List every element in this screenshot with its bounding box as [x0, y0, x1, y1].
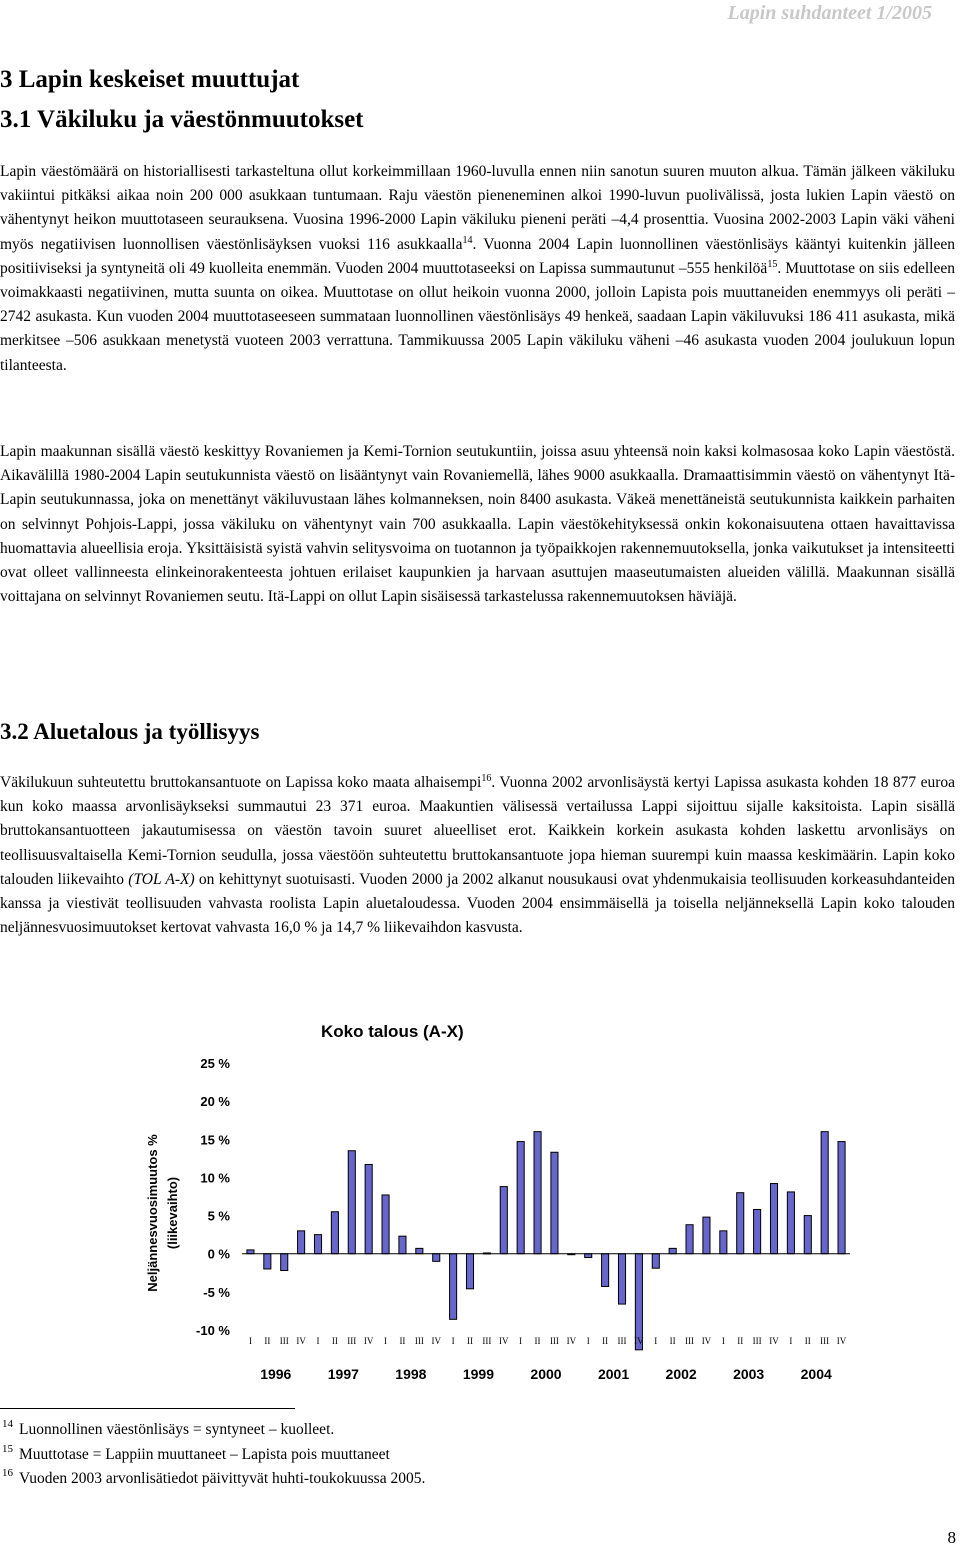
running-header: Lapin suhdanteet 1/2005: [727, 2, 932, 24]
year-label: 1996: [260, 1366, 292, 1382]
y-tick-label: 25 %: [200, 1056, 230, 1071]
chart-bar: [618, 1254, 625, 1304]
quarter-label: II: [804, 1336, 811, 1346]
footnotes: [2, 1418, 425, 1492]
quarter-label: III: [482, 1336, 492, 1346]
paragraph-population: Lapin väestömäärä on historiallisesti tarkasteltuna ollut korkeimmillaan 1960-luvulla ennen niin sanotun suuren muuton alkua. Tämän jälkeen väkiluku vakiintui pitkäksi aikaa noin 200 000 asukkaan tuntumaan. Raju väestön pieneneminen alkoi 1990-luvun puolivälissä, josta lukien Lapin väestö on vähentynyt heikon muuttotaseen seurauksena. Vuosina 1996-2000 Lapin väkiluku pieneni peräti –4,4 prosenttia. Vuosina 2002-2003 Lapin väki väheni myös negatiivisen luonnollisen väestönlisäyksen vuoksi 116 asukkaalla$^{14}$. Vuonna 2004 Lapin luonnollinen väestönlisäys kääntyi kuitenkin jälleen positiiviseksi ja syntyneitä oli 49 kuolleita enemmän. Vuoden 2004 muuttotaseeksi on Lapissa summautunut –555 henkilöä$^{15}$. Muuttotase on siis edelleen voimakkaasti negatiivinen, mutta suunta on oikea. Muuttotase on ollut heikoin vuonna 2000, jolloin Lapista pois muuttaneiden enemmyys oli peräti –2742 asukasta. Kun vuoden 2004 muuttotaseeseen summataan luonnollinen väestönlisäys 49 henkeä, saadaan Lapin väkiluvuksi 186 411 asukasta, mikä merkitsee –506 asukkaan menetystä vuoteen 2003 verrattuna. Tammikuussa 2005 Lapin väkiluku väheni –46 asukasta vuoden 2004 joulukuun lopun tilanteesta.: [0, 163, 955, 374]
chart-svg: [112, 1003, 860, 1395]
quarter-label: II: [669, 1336, 676, 1346]
chart-bar: [348, 1151, 355, 1254]
quarter-label: IV: [836, 1336, 847, 1346]
chart-bar: [365, 1164, 372, 1253]
quarter-label: IV: [701, 1336, 712, 1346]
quarter-label: III: [617, 1336, 627, 1346]
year-label: 2002: [665, 1366, 697, 1382]
chart-bar: [551, 1152, 558, 1253]
y-tick-label: 15 %: [200, 1132, 230, 1148]
chart-bar: [534, 1132, 541, 1254]
chart-bar: [416, 1248, 423, 1253]
chart-bar: [821, 1132, 828, 1254]
chart-bar: [703, 1217, 710, 1254]
y-tick-label: 0 %: [207, 1246, 230, 1262]
quarter-label: II: [331, 1336, 338, 1346]
quarter-label: III: [685, 1336, 695, 1346]
y-tick-label: 10 %: [200, 1170, 230, 1186]
year-label: 2000: [530, 1366, 562, 1382]
quarter-label: III: [414, 1336, 424, 1346]
quarter-label: II: [264, 1336, 271, 1346]
chart-bar: [331, 1212, 338, 1254]
quarter-label: I: [316, 1336, 320, 1346]
chart-bar: [247, 1250, 254, 1254]
quarter-label: III: [279, 1336, 289, 1346]
chart-bar: [838, 1142, 845, 1254]
chart-bar: [382, 1195, 389, 1254]
quarter-label: II: [399, 1336, 406, 1346]
chart-bar: [585, 1254, 592, 1258]
chart-bar: [602, 1254, 609, 1287]
chart-bar: [500, 1187, 507, 1254]
chart-ylabel-line2: (liikevaihto): [165, 1176, 180, 1250]
chart-title: Koko talous (A-X): [321, 1022, 464, 1041]
quarter-label: III: [752, 1336, 762, 1346]
year-label: 1998: [395, 1366, 427, 1382]
chart-bar: [754, 1209, 761, 1253]
footnote-15: $^{15}$ Muuttotase = Lappiin muuttaneet – Lapista pois muuttaneet: [2, 1442, 390, 1463]
chart-bar: [281, 1254, 288, 1271]
chart-bar: [652, 1254, 659, 1268]
quarter-label: IV: [296, 1336, 306, 1346]
footnote-16: $^{16}$ Vuoden 2003 arvonlisätiedot päivittyvät huhti-toukokuussa 2005.: [2, 1467, 426, 1487]
quarter-label: III: [549, 1336, 559, 1346]
quarter-label: I: [789, 1336, 793, 1346]
chart-bar: [669, 1248, 676, 1253]
section-heading: 3 Lapin keskeiset muuttujat: [0, 66, 300, 93]
quarter-label: I: [586, 1336, 590, 1346]
y-tick-label: -10 %: [196, 1323, 230, 1338]
chart-bar: [314, 1235, 321, 1254]
year-label: 2001: [597, 1366, 630, 1382]
y-tick-label: 5 %: [207, 1208, 230, 1224]
chart-bar: [466, 1254, 473, 1289]
quarter-label: II: [602, 1336, 609, 1346]
quarter-label: III: [347, 1336, 357, 1346]
subsection-heading-economy: 3.2 Aluetalous ja työllisyys: [0, 719, 260, 744]
year-label: 1999: [462, 1366, 495, 1382]
quarter-label: IV: [363, 1336, 374, 1346]
chart-ylabel-line1: Neljännesvuosimuutos %: [145, 1134, 160, 1292]
y-tick-label: 20 %: [200, 1094, 230, 1110]
turnover-chart: [112, 1003, 860, 1395]
quarter-label: III: [820, 1336, 830, 1346]
quarter-label: I: [451, 1336, 455, 1346]
chart-bar: [737, 1193, 744, 1254]
chart-bar: [517, 1142, 524, 1254]
quarter-label: IV: [431, 1336, 441, 1346]
chart-bar: [433, 1254, 440, 1262]
quarter-label: II: [467, 1336, 473, 1346]
quarter-label: I: [248, 1336, 252, 1346]
chart-bar: [450, 1254, 457, 1320]
chart-bar: [298, 1231, 305, 1254]
quarter-label: I: [384, 1336, 388, 1346]
chart-bar: [787, 1192, 794, 1254]
quarter-label: II: [534, 1336, 541, 1346]
paragraph-economy: Väkilukuun suhteutettu bruttokansantuote on Lapissa koko maata alhaisempi$^{16}$. Vuonna 2002 arvonlisäystä kertyi Lapissa asukasta kohden 18 877 euroa kun koko maassa arvonlisäykseksi summautui 23 371 euroa. Maakuntien välisessä vertailussa Lappi sijoittuu sijalle kaksitoista. Lapin sisällä bruttokansantuotteen jakautumisessa on väestön tavoin suuret alueelliset erot. Kaikkein korkein asukasta kohden laskettu arvonlisäys on teollisuusvaltaisella Kemi-Tornion seudulla, jossa väestöön suhteutettu bruttokansantuote jopa hieman suurempi kuin maassa keskimäärin. Lapin koko talouden liikevaihto (TOL A-X) on kehittynyt suotuisasti. Vuoden 2000 ja 2002 alkanut nousukausi ovat yhdenmukaisia teollisuuden korkeasuhdanteiden kanssa ja viestivät teollisuuden vahvasta roolista Lapin aluetaloudessa. Vuoden 2004 ensimmäisellä ja toisella neljänneksellä Lapin koko talouden neljännesvuosimuutokset kertovat vahvasta 16,0 % ja 14,7 % liikevaihdon kasvusta.: [0, 773, 955, 937]
footnote-ref-15[interactable]: 15: [767, 258, 778, 270]
quarter-label: I: [654, 1336, 658, 1346]
chart-bar: [399, 1236, 406, 1254]
year-label: 1997: [327, 1366, 359, 1382]
page-number: 8: [947, 1528, 956, 1547]
year-label: 2003: [733, 1366, 765, 1382]
year-label: 2004: [800, 1366, 832, 1382]
footnote-ref-14[interactable]: 14: [462, 234, 473, 246]
quarter-label: II: [737, 1336, 744, 1346]
chart-bar: [264, 1254, 271, 1269]
chart-bar: [770, 1184, 777, 1254]
quarter-label: IV: [769, 1336, 779, 1346]
footnote-divider: [0, 1408, 295, 1409]
chart-bar: [720, 1231, 727, 1254]
quarter-label: IV: [566, 1336, 577, 1346]
quarter-label: I: [721, 1336, 725, 1346]
chart-bar: [686, 1225, 693, 1254]
y-tick-label: -5 %: [203, 1284, 230, 1300]
paragraph-regional-population: Lapin maakunnan sisällä väestö keskittyy Rovaniemen ja Kemi-Tornion seutukuntiin, joissa asuu yhteensä noin kaksi kolmasosaa koko Lapin väestöstä. Aikavälillä 1980-2004 Lapin seutukunnista väestö on lisääntynyt vain Rovaniemellä, lähes 9000 asukkaalla. Dramaattisimmin väestö on vähentynyt Itä-Lapin seutukunnassa, joka on menettänyt väkiluvustaan lähes kolmanneksen, noin 8400 asukasta. Väkeä menettäneistä seutukunnista kaikkein parhaiten on selvinnyt Pohjois-Lappi, jossa väkiluku on vähentynyt vain 700 asukkaalla. Lapin väestökehityksessä onkin kokonaisuutena ottaen havaittavissa huomattavia alueellisia eroja. Yksittäisistä syistä vahvin selitysvoima on tuotannon ja työpaikkojen rakennemuutoksella, jonka vaikutukset ja intensiteetti ovat olleet vallinneesta elinkeinorakenteesta johtuen erilaiset kaupunkien ja harvaan asuttujen maaseutumaisten alueiden välillä. Maakunnan sisällä voittajana on selvinnyt Rovaniemen seutu. Itä-Lappi on ollut Lapin sisäisessä tarkastelussa rakennemuutoksen häviäjä.: [0, 443, 955, 606]
quarter-label: IV: [634, 1336, 644, 1346]
chart-bar: [804, 1216, 811, 1254]
quarter-label: I: [519, 1336, 523, 1346]
footnote-ref-16[interactable]: 16: [481, 773, 492, 784]
subsection-heading-population: 3.1 Väkiluku ja väestönmuutokset: [0, 106, 364, 133]
quarter-label: IV: [499, 1336, 509, 1346]
footnote-14: $^{14}$ Luonnollinen väestönlisäys = syntyneet – kuolleet.: [2, 1418, 335, 1438]
